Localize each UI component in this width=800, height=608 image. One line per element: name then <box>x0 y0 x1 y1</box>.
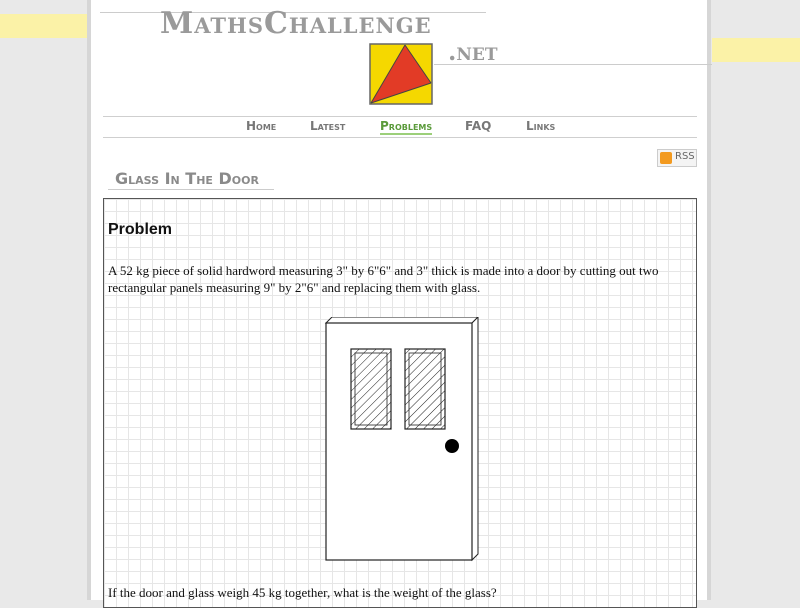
door-top-edge <box>326 317 478 323</box>
door-knob <box>445 439 459 453</box>
problem-question: If the door and glass weigh 45 kg together, what is the weight of the glass? <box>108 585 497 600</box>
nav-links[interactable]: Links <box>526 119 556 133</box>
tape-decoration-left <box>0 14 88 38</box>
door-diagram <box>323 317 481 562</box>
page-title: Glass In The Door <box>115 169 259 188</box>
nav-home[interactable]: Home <box>246 119 277 133</box>
site-logo-suffix[interactable]: .net <box>448 37 498 66</box>
nav-latest[interactable]: Latest <box>310 119 346 133</box>
rss-label: RSS <box>675 151 695 162</box>
title-underline <box>108 189 274 190</box>
problem-panel <box>103 198 697 608</box>
main-nav <box>103 116 697 138</box>
nav-faq[interactable]: FAQ <box>465 119 492 133</box>
door-side-edge <box>472 317 478 560</box>
problem-text: A 52 kg piece of solid hardword measuring 3" by 6"6" and 3" thick is made into a door by cutting out two rectangular panels measuring 9" by 2"6" and replacing them with glass. <box>108 263 659 295</box>
rss-icon <box>660 152 672 164</box>
problem-heading: Problem <box>108 221 173 238</box>
tape-decoration-right <box>712 38 800 62</box>
glass-panel-left <box>351 349 391 429</box>
nav-problems[interactable]: Problems <box>380 119 433 133</box>
triangle-logo-icon[interactable] <box>369 43 433 105</box>
rss-button[interactable] <box>657 149 697 167</box>
site-logo-text[interactable]: MathsChallenge <box>160 6 432 41</box>
glass-panel-right <box>405 349 445 429</box>
